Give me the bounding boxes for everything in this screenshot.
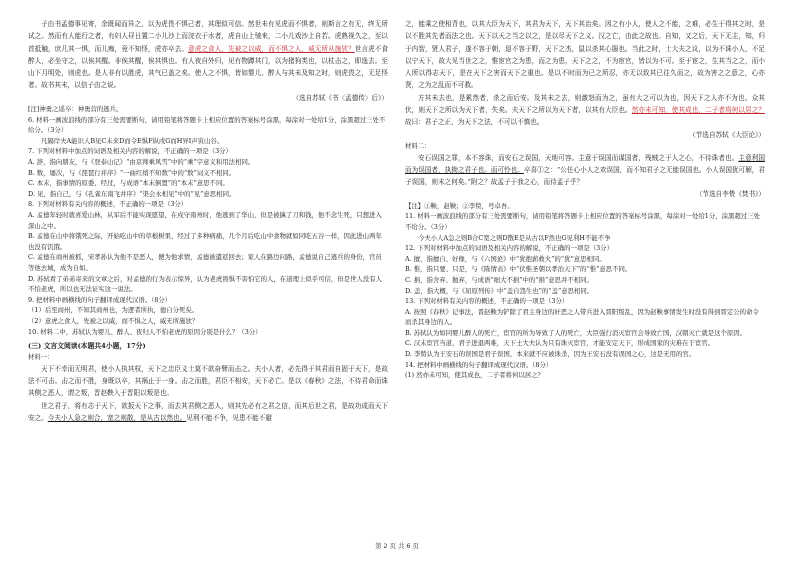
q12-option: D. 盖，指大概，与《屈原列传》中“盖自怨生也”的“盖”意思相同。 (405, 286, 594, 295)
question-10: 10. 材料二中，苏轼认为婴儿、醉人、夜归人不怕老虎的原因分别是什么？（3分） (28, 327, 262, 336)
underlined-sentence: 主意利国而为误国者，执拗之君子也。而可怜也。 (405, 153, 766, 174)
q12-option: C. 捐，指舍弃、抛弃，与成语“细大不捐”中的“捐”意思并不相同。 (405, 275, 593, 284)
note: [注]神勇之谣卒：神勇营的逃兵。 (28, 105, 123, 114)
underlined-sentence: 然亦未可知，使其成也，二子者将何以居之？ (631, 106, 766, 115)
passage-paragraph: 世之君子，将有志于天下，欲扳天下之事，而去其君侧之恶人，则其先必有之君之信，而其后世之君，是故功成而天下安之。今夫小人急之则合，宽之则散，是从古以然也。见利不能不争，见患不能不避 (28, 401, 388, 422)
q11-sentence: 今夫小人A急之则B合C宽之则D散E是从古以F然也G见利H不能不争 (418, 233, 611, 242)
q6-sentence: 凡隔岸夫A能识人B见C未来D而令E惧F纵戌G而H异I声寅山谷。 (41, 136, 224, 145)
q9-sub: （1）后至商州，不知其商州也，为逻者所执，德自分死矣。 (28, 306, 199, 315)
underlined-sentence: 意虎之食人，先被之以威，而不惧之人，威无所从施欤？ (188, 44, 355, 53)
q8-option: A. 孟德年轻时就喜爱山林，从军后不能实现愿望，在戍守南州时，他逃到了华山，但是被擒了刀和钱，他不念生死，只想进入深山之中。 (28, 211, 382, 230)
section-heading: (三) 文言文阅读(本题共4小题，17分) (28, 342, 146, 351)
q7-option: D. 见，指自己，与《孔雀东南飞并序》“渠会永相见”中的“见”意思相同。 (28, 189, 236, 198)
note: 【注】①鞅，赵鞅；②李贽，号卓吾。 (405, 201, 514, 210)
q7-option: A. 辞，指向朋友，与《登泰山记》“由京师乘风雪”中的“乘”字意义和用法相同。 (28, 158, 255, 167)
q9-sub: （2）意虎之食人，先被之以威，而不惧之人，威无所施欤？ (28, 316, 199, 325)
q8-option: C. 孟德在商州被抓，宋孝孙认为他不是恶人，便为他求情，孟德被遣返回去；家人在路边问路，孟德说自己逃兵的身份，官员等他去城，成为自如。 (28, 253, 382, 272)
passage-paragraph: 天下不幸而无明君，使小人执其权，天下之忠臣义士莫不欲奋臂而击之。夫小人者，必先得于其君而自固于天下，是故法不可击。击之而不胜，身既以卒，其祸止于一身。击之而胜，君臣不相安，天下必亡。是以《春秋》之法，不待君命而诛其侧之恶人，谓之叛，晋赵鞅入于晋阳以叛是也。 (28, 364, 388, 398)
source-citation: （选自苏轼《书〈孟德传〉后》） (292, 93, 388, 102)
q14-sub: (1) 然亦未可知，使其成也，二子者将何以居之？ (405, 371, 544, 380)
passage-paragraph: 方其未去也，是累然者，杀之而后安。及其未之去，则激怒而为之，虽有大之可以为也，因天下之人亦不为也。众其伏，则天下之所以为天下者，失矣。夫天下之所以为天下者，以其有大臣也。然亦未可知，使其成也，二子者将何以居之？故曰：君子之正，为天下之法，不可以不慎也。 (405, 93, 766, 127)
q7-option: C. 本末，指事情的原委、经过，与成语“本末倒置”的“本末”意思不同。 (28, 179, 229, 188)
q13-option: D. 李贽认为王安石的误国是君子误国，本来就不应被诛杀，因为王安石没有误国之心，这是无用的官。 (405, 350, 696, 359)
source-citation: （节选自苏轼《大臣论》） (689, 130, 765, 139)
source-citation: （节选自李贽《焚书》） (695, 190, 765, 199)
question-14: 14. 把材料中画横线的句子翻译成现代汉语。（8分） (405, 360, 553, 369)
q12-option: B. 惟，指只要、只是，与《陈情表》中“伏惟圣朝以孝治天下”的“惟”意思不同。 (405, 265, 632, 274)
q12-option: A. 擅，指擅自、好像，与《六国论》中“犹抱薪救火”的“犹”意思相同。 (405, 254, 606, 263)
underlined-sentence: 今夫小人急之则合，宽之则散，是从古以然也。 (47, 413, 187, 422)
question-11: 11. 材料一画波浪线的部分有三处需要断句，请用铅笔将答题卡上相应位置的答案标号涂黑，每涂对一处给1分，涂黑超过三处不给分。（3分） (405, 212, 760, 231)
passage-paragraph: 之，能乘之使相背也，以其大臣为天下，其君为天下，天下其治矣。因之有小人，使人之不能，之难，必生于得其之时，是以不胜其先者而法之也。天下以天之当之以之，是以尽天下之义。汉之亡，由此之故也。自知，又之后，天下无主，知，归于内智，贤人君子，遂不容于朝，退不容于野，天下之杰，鼠以杀其心服也。当此之时，士大夫之议，以为不诛小人，不足以宁天下，故大见当世之之，惟宦官之为患，而之为患，天下之之，不为宦官，皆以为不可。至于宦之，生其当之之，而小人所以得志天下，是在天下之害而天下之重也。是以不时而为已之所忍，亦无以致其已往久而之，故为害之之意之，心亦贤，之为之乱而不可救。 (405, 20, 765, 90)
question-12: 12. 下列对材料中加点的词语及相关内容的解说，不正确的一项是（3分） (405, 244, 613, 253)
right-column (405, 18, 765, 381)
left-column (28, 18, 388, 424)
q8-option: D. 苏轼看了弟弟寄来的文章之后，对孟德的行为表示惊异，认为老虎畏惧不害怕它的人，在道理上似乎可信，但是世人没有人不怕老虎，所以也无法证实这一说法。 (28, 274, 383, 294)
question-7: 7. 下列对材料中加点的词语及相关内容的解说，不正确的一项是（3分） (28, 147, 232, 156)
q13-option: B. 苏轼认为如同婴儿醉人的死亡，宦官的所为导致了人的死亡，大臣强行消灭宦官会导致亡国，汉朝灭亡就是这个原因。 (405, 328, 747, 337)
question-13: 13. 下列对材料有关内容的概述，不正确的一项是（3分） (405, 297, 569, 306)
page-number: 第 2 页 共 6 页 (375, 542, 419, 550)
q13-option: C. 汉末宦官当道，君子进退两难，天下士大夫认为只有诛灭宦官，才能安定天下，形成国家的灾难在于宦官。 (405, 339, 715, 348)
passage-paragraph: 子由书孟德事见寄，余既闻而异之，以为虎畏不惧己者，其理似可信。然世未有见虎而不惧者，则斯言之有无，终无所试之。然而有人能行之者，有妇人昼日置二小儿沙上而浣衣于水者，虎自山上驰来，二小儿戏沙上自若。虎熟视久之，至以首抵触，庶几其一惧，而儿痴，竟不知怪，虎亦卒去。意虎之食人，先被之以威，而不惧之人，威无所从施欤？世言虎不食醉人，必坐守之，以俟其醒。非俟其醒，俟其惧也。有人夜自外归，见有物蹲其门，以为猪狗类也，以杖击之，即逸去。至山下月明处，则虎也。是人非有以胜虎，其气已盖之矣。使人之不惧，皆如婴儿、醉人与其未及知之时，则虎畏之，无足怪者。故书其末，以信子由之说。 (28, 20, 389, 90)
question-6: 6. 材料一画波浪线的部分有三处需要断句，请用铅笔将答题卡上相应位置的答案标号涂黑，每涂对一处给1分，涂黑超过三处不给分。（3分） (28, 115, 386, 135)
passage-paragraph: 安石误国之罪，本不容诛，而安石之误国，天地可容。主意于误国而谋国者，残贼之于人之心，不待诛者也。主意利国而为误国者，执拗之君子也。而可怜也。卒喜①之：“公任心小人之欢误国，而不知君子之无能误国也。小人误国犹可解，君子误国，则未之何矣。”附之？故孟子于我之心，而待孟子乎？ (405, 153, 766, 187)
question-9: 9. 把材料中画横线的句子翻译成现代汉语。（8分） (28, 295, 172, 304)
q8-option: B. 孟德在山中将饿死之际，开始吃山中的草根树果，经过了多种病痛，几个月后吃山中食物就如同吃五谷一样，因此进山两年也没有饥饿。 (28, 232, 382, 251)
q13-option: A. 按照《春秋》记事法，晋赵鞅为铲除了君主身边的奸恶之人带兵进入晋阳叛乱，因为赵鞅事情发生时没有得到晋定公的命令而杀其身边的人。 (405, 307, 759, 327)
material-label: 材料一： (28, 353, 54, 362)
question-8: 8. 下列对材料有关内容的概述，不正确的一项是（3分） (28, 200, 188, 209)
material-label: 材料二： (405, 141, 431, 150)
q7-option: B. 数，屡次，与《琵琶行并序》“一曲红绡不知数”中的“数”词义不相同。 (28, 168, 236, 177)
